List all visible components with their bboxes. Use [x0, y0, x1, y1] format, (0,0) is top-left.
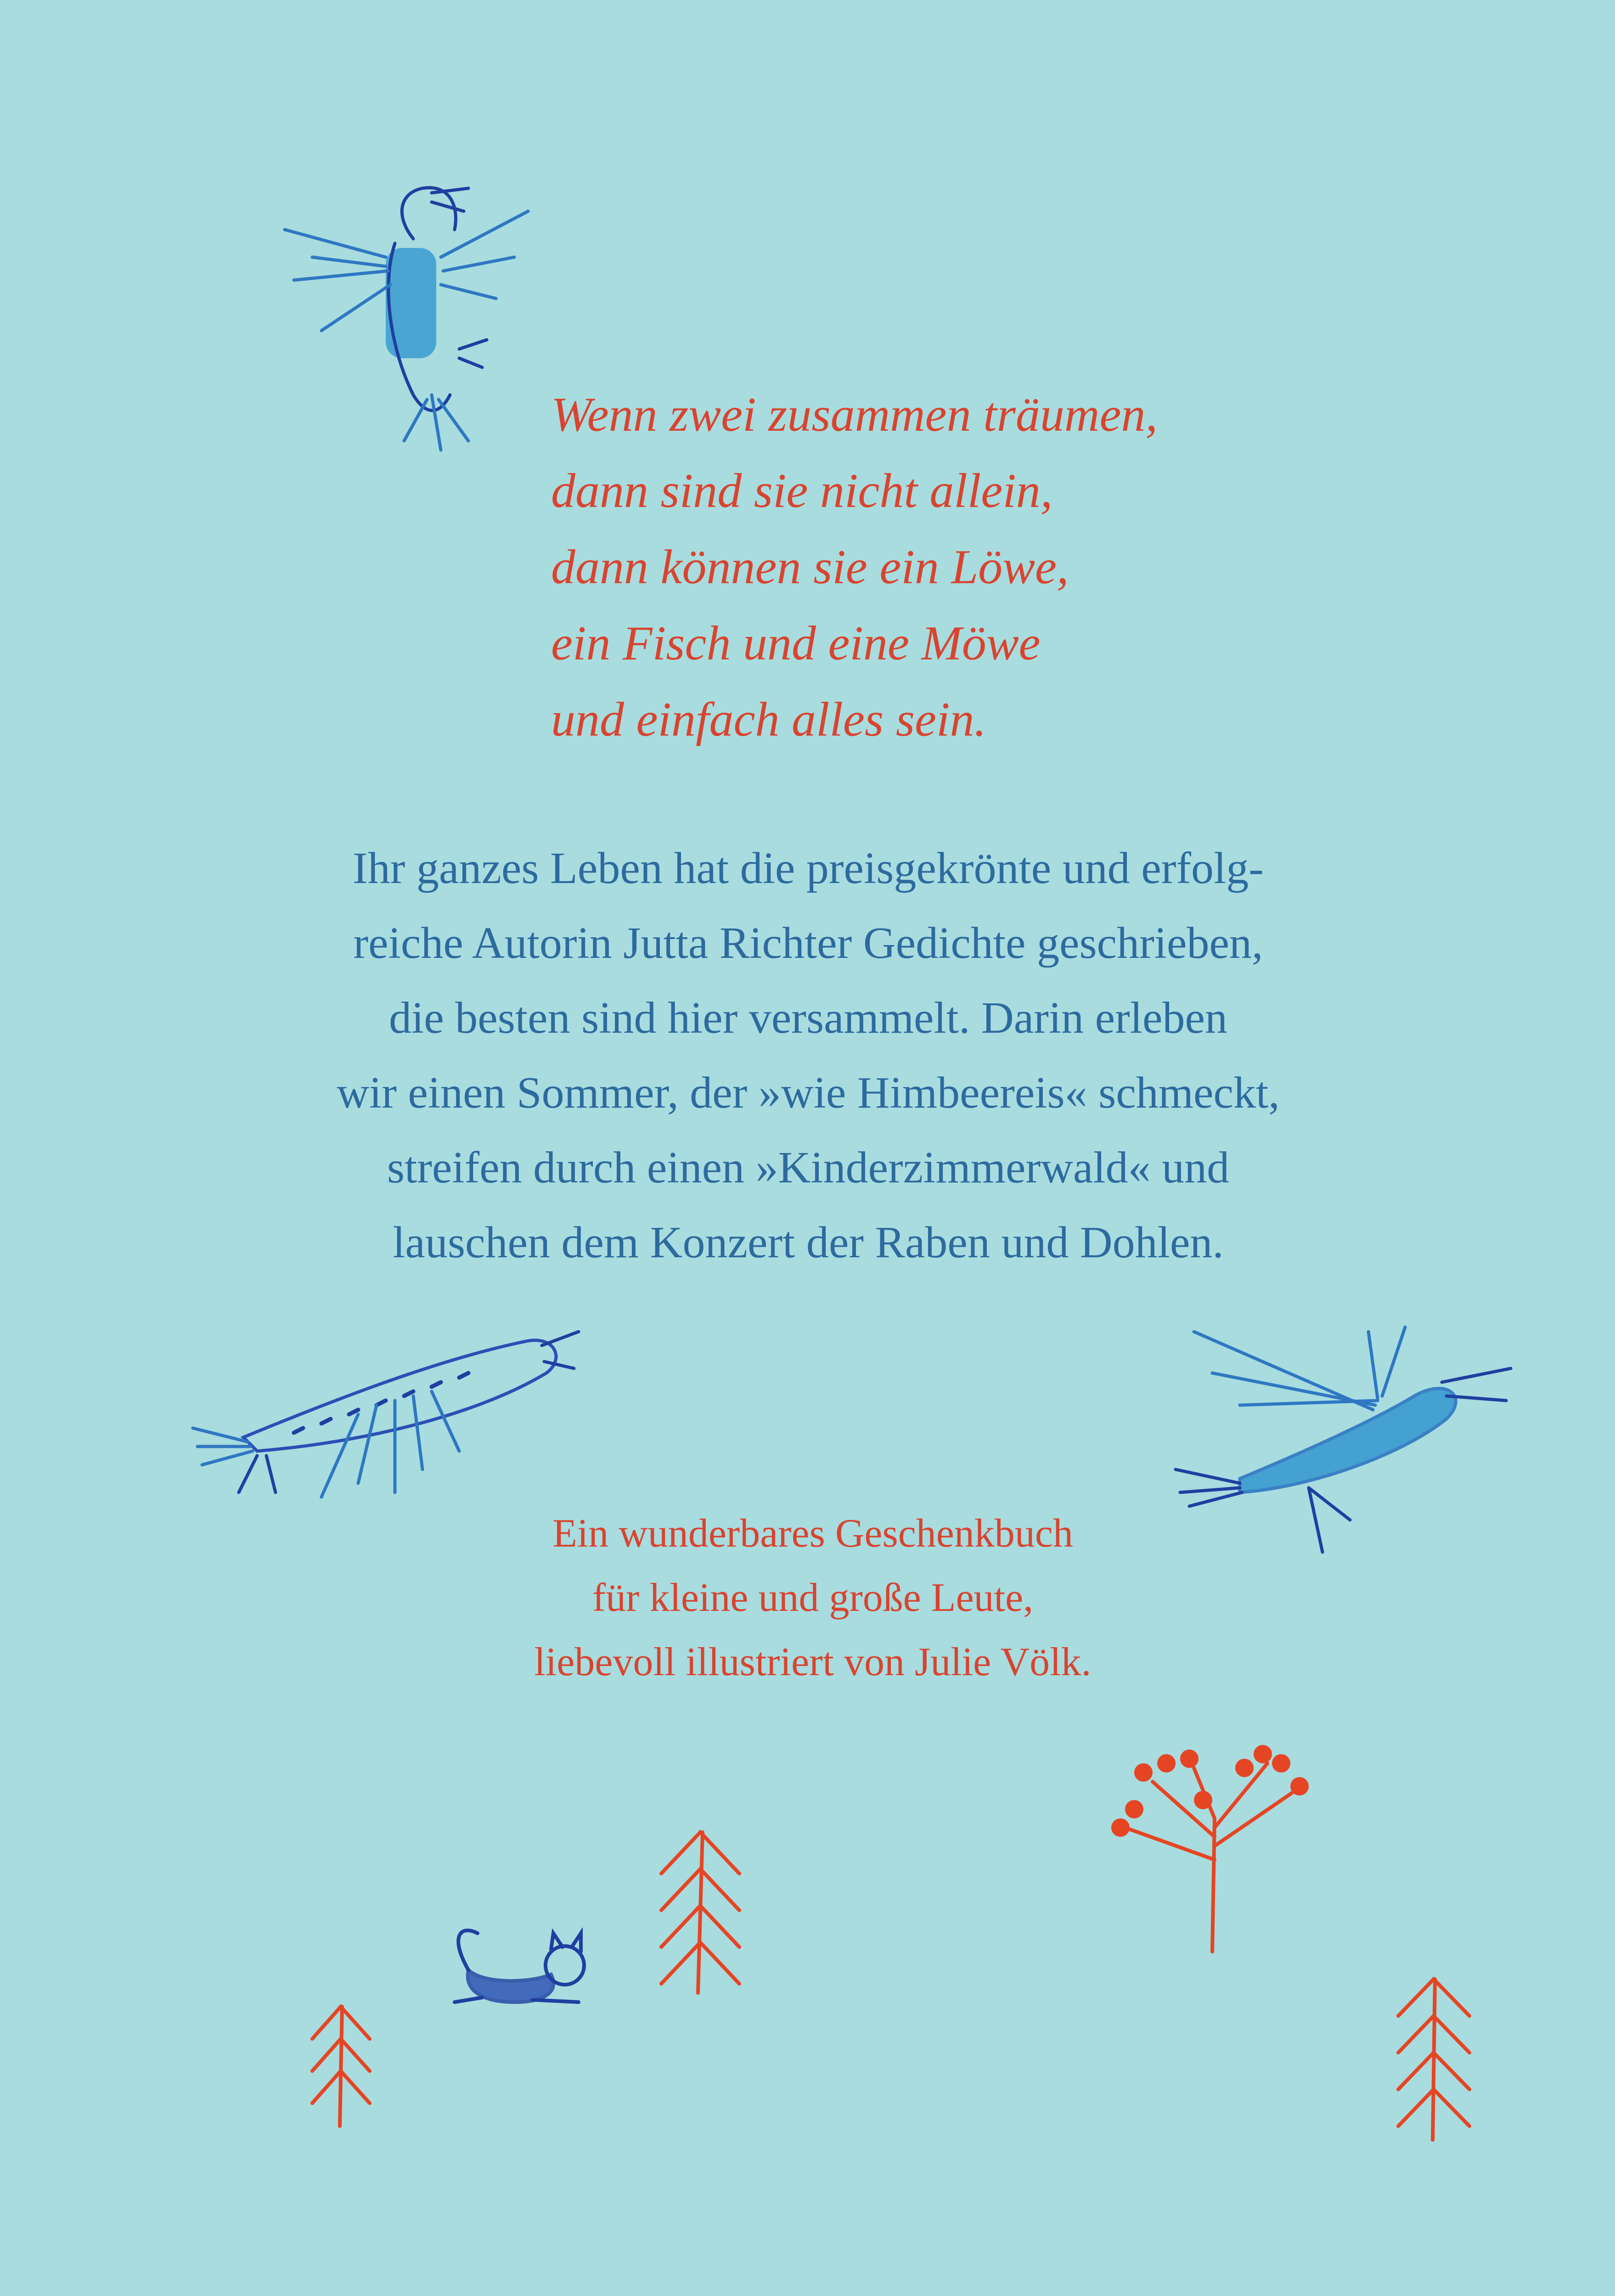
- description-line: Ihr ganzes Leben hat die preisgekrönte und erfolg-: [353, 844, 1264, 893]
- poem-line: und einfach alles sein.: [551, 692, 986, 746]
- description-line: streifen durch einen »Kinderzimmerwald« und: [387, 1143, 1230, 1193]
- description-line: die besten sind hier versammelt. Darin erleben: [389, 993, 1227, 1043]
- fir-tree-icon: [1398, 1979, 1469, 2140]
- poem-line: dann können sie ein Löwe,: [551, 540, 1069, 594]
- description-line: reiche Autorin Jutta Richter Gedichte geschrieben,: [353, 918, 1263, 968]
- bird-left-icon: [193, 1332, 579, 1497]
- fir-tree-icon: [661, 1832, 739, 1993]
- fir-tree-icon: [312, 2007, 370, 2126]
- tagline-line: für kleine und große Leute,: [592, 1576, 1034, 1620]
- berry-branch-icon: [1113, 1747, 1307, 1952]
- bird-top-icon: [285, 188, 528, 450]
- poem-line: ein Fisch und eine Möwe: [551, 616, 1041, 670]
- poem-line: Wenn zwei zusammen träumen,: [551, 388, 1158, 441]
- description-line: wir einen Sommer, der »wie Himbeereis« schmeckt,: [337, 1068, 1280, 1118]
- tagline-line: Ein wunderbares Geschenkbuch: [552, 1511, 1073, 1556]
- bird-right-icon: [1176, 1327, 1511, 1552]
- poem-line: dann sind sie nicht allein,: [551, 464, 1053, 518]
- description-line: lauschen dem Konzert der Raben und Dohlen.: [393, 1218, 1224, 1267]
- cat-icon: [455, 1930, 584, 2002]
- tagline-line: liebevoll illustriert von Julie Völk.: [534, 1640, 1092, 1684]
- book-description: [174, 831, 1442, 1280]
- tagline: [404, 1502, 1221, 1694]
- poem-excerpt: [551, 377, 1424, 758]
